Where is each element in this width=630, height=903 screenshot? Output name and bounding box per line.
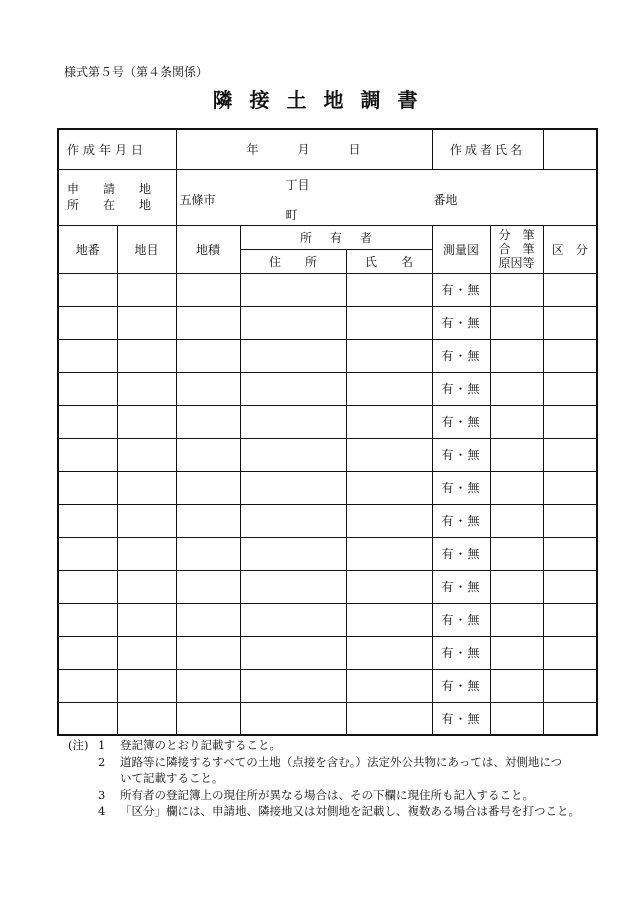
classification-cell[interactable] [543,504,597,537]
classification-cell[interactable] [543,438,597,471]
land-category-cell[interactable] [117,372,176,405]
classification-cell[interactable] [543,669,597,702]
note-2-continuation: いて記載すること。 [120,771,224,785]
owner-address-cell[interactable] [240,570,346,603]
land-category-cell[interactable] [117,669,176,702]
notes-prefix: (注) [68,738,89,752]
land-category-cell[interactable] [117,504,176,537]
table-row [58,702,597,735]
classification-cell[interactable] [543,636,597,669]
classification-cell[interactable] [543,339,597,372]
classification-cell[interactable] [543,471,597,504]
note-2-text: 道路等に隣接するすべての土地（点接を含む。）法定外公共物にあっては、対側地につ [120,754,563,769]
survey-map-cell[interactable]: 有・無 [432,306,490,339]
table-row [58,570,597,603]
survey-map-cell[interactable]: 有・無 [432,669,490,702]
land-category-cell[interactable] [117,537,176,570]
date-day-label: 日 [348,142,361,157]
table-row [58,438,597,471]
form-number: 様式第５号（第４条関係） [64,65,209,79]
owner-name-cell[interactable] [346,339,432,372]
lot-number-cell[interactable] [58,570,117,603]
subdivision-cell[interactable] [490,339,543,372]
owner-name-cell[interactable] [346,603,432,636]
survey-map-cell[interactable]: 有・無 [432,273,490,306]
owner-name-cell[interactable] [346,504,432,537]
note-1-number: 1 [98,738,106,752]
col-subdivision: 分 筆 合 筆 原因等 [490,225,543,273]
subdivision-cell[interactable] [490,537,543,570]
application-location-label: 申 請 地 所 在 地 [58,169,176,225]
lot-number-cell[interactable] [58,504,117,537]
survey-map-cell[interactable]: 有・無 [432,636,490,669]
survey-table [57,128,598,736]
col-lot-number: 地番 [58,225,117,273]
classification-cell[interactable] [543,702,597,735]
owner-address-cell[interactable] [240,372,346,405]
lot-number-cell[interactable] [58,636,117,669]
owner-name-cell[interactable] [346,570,432,603]
land-category-cell[interactable] [117,405,176,438]
area-cell[interactable] [176,372,240,405]
land-category-cell[interactable] [117,273,176,306]
banchi-label: 番地 [433,192,458,207]
lot-number-cell[interactable] [58,339,117,372]
survey-map-cell[interactable]: 有・無 [432,438,490,471]
classification-cell[interactable] [543,306,597,339]
land-category-cell[interactable] [117,438,176,471]
survey-map-cell[interactable]: 有・無 [432,537,490,570]
note-3-number: 3 [98,787,106,802]
land-category-cell[interactable] [117,603,176,636]
note-1-text: 登記簿のとおり記載すること。 [120,738,281,752]
classification-cell[interactable] [543,570,597,603]
lot-number-cell[interactable] [58,306,117,339]
area-cell[interactable] [176,702,240,735]
survey-map-cell[interactable]: 有・無 [432,471,490,504]
owner-address-cell[interactable] [240,273,346,306]
land-category-cell[interactable] [117,636,176,669]
area-cell[interactable] [176,603,240,636]
subdivision-cell[interactable] [490,372,543,405]
table-row [58,273,597,306]
creator-field[interactable] [543,129,597,169]
note-3-text: 所有者の登記簿上の現住所が異なる場合は、その下欄に現住所も記入すること。 [120,787,534,802]
area-cell[interactable] [176,273,240,306]
classification-cell[interactable] [543,372,597,405]
owner-address-cell[interactable] [240,405,346,438]
owner-address-cell[interactable] [240,702,346,735]
subdivision-cell[interactable] [490,669,543,702]
creator-label: 作成者氏名 [432,129,543,169]
classification-cell[interactable] [543,603,597,636]
lot-number-cell[interactable] [58,405,117,438]
lot-number-cell[interactable] [58,669,117,702]
owner-address-cell[interactable] [240,603,346,636]
survey-map-cell[interactable]: 有・無 [432,372,490,405]
table-row [58,306,597,339]
table-row [58,372,597,405]
owner-address-cell[interactable] [240,537,346,570]
owner-address-cell[interactable] [240,504,346,537]
owner-name-cell[interactable] [346,438,432,471]
owner-address-cell[interactable] [240,636,346,669]
lot-number-cell[interactable] [58,603,117,636]
land-category-cell[interactable] [117,570,176,603]
owner-name-cell[interactable] [346,306,432,339]
owner-name-cell[interactable] [346,669,432,702]
table-row [58,537,597,570]
owner-name-cell[interactable] [346,273,432,306]
table-row [58,405,597,438]
lot-number-cell[interactable] [58,702,117,735]
survey-map-cell[interactable]: 有・無 [432,570,490,603]
lot-number-cell[interactable] [58,273,117,306]
owner-address-cell[interactable] [240,306,346,339]
lot-number-cell[interactable] [58,372,117,405]
area-cell[interactable] [176,471,240,504]
subdivision-cell[interactable] [490,504,543,537]
subdivision-cell[interactable] [490,273,543,306]
table-row [58,339,597,372]
area-cell[interactable] [176,669,240,702]
owner-address-cell[interactable] [240,471,346,504]
date-year-label: 年 [246,142,259,157]
owner-name-cell[interactable] [346,636,432,669]
survey-map-cell[interactable]: 有・無 [432,702,490,735]
subdivision-cell[interactable] [490,636,543,669]
land-category-cell[interactable] [117,471,176,504]
area-cell[interactable] [176,504,240,537]
owner-name-cell[interactable] [346,537,432,570]
survey-map-cell[interactable]: 有・無 [432,504,490,537]
col-land-category: 地目 [117,225,176,273]
document-title: 隣接土地調書 [212,88,435,112]
area-cell[interactable] [176,405,240,438]
col-survey-map: 測量図 [432,225,490,273]
area-cell[interactable] [176,537,240,570]
subdivision-cell[interactable] [490,438,543,471]
table-row [58,504,597,537]
table-row [58,603,597,636]
owner-name-cell[interactable] [346,471,432,504]
lot-number-cell[interactable] [58,471,117,504]
creation-date-label: 作成年月日 [58,129,176,169]
classification-cell[interactable] [543,405,597,438]
table-row [58,471,597,504]
land-category-cell[interactable] [117,306,176,339]
survey-map-cell[interactable]: 有・無 [432,339,490,372]
owner-name-cell[interactable] [346,372,432,405]
lot-number-cell[interactable] [58,438,117,471]
subdivision-cell[interactable] [490,306,543,339]
application-address-field[interactable] [176,169,597,225]
land-category-cell[interactable] [117,339,176,372]
note-2-number: 2 [98,754,106,769]
col-area: 地積 [176,225,240,273]
subdivision-cell[interactable] [490,570,543,603]
creation-date-field[interactable] [176,129,432,169]
lot-number-cell[interactable] [58,537,117,570]
owner-address-cell[interactable] [240,669,346,702]
note-4-text: 「区分」欄には、申請地、隣接地又は対側地を記載し、複数ある場合は番号を打つこと。 [120,804,580,818]
owner-address-cell[interactable] [240,339,346,372]
classification-cell[interactable] [543,273,597,306]
machi-label: 町 [285,207,298,222]
table-row [58,636,597,669]
area-cell[interactable] [176,636,240,669]
survey-map-cell[interactable]: 有・無 [432,603,490,636]
col-owner: 所有者 [240,225,432,249]
notes [64,737,604,820]
owner-address-cell[interactable] [240,438,346,471]
subdivision-cell[interactable] [490,603,543,636]
subdivision-cell[interactable] [490,471,543,504]
survey-map-cell[interactable]: 有・無 [432,405,490,438]
area-cell[interactable] [176,339,240,372]
area-cell[interactable] [176,438,240,471]
city-label: 五條市 [179,192,216,207]
classification-cell[interactable] [543,537,597,570]
owner-name-cell[interactable] [346,405,432,438]
col-owner-address: 住 所 [240,249,346,273]
area-cell[interactable] [176,306,240,339]
date-month-label: 月 [297,142,310,157]
note-4-number: 4 [98,804,106,818]
table-row [58,669,597,702]
land-category-cell[interactable] [117,702,176,735]
subdivision-cell[interactable] [490,405,543,438]
col-classification: 区 分 [543,225,597,273]
subdivision-cell[interactable] [490,702,543,735]
chome-label: 丁目 [285,177,310,192]
owner-name-cell[interactable] [346,702,432,735]
area-cell[interactable] [176,570,240,603]
col-owner-name: 氏 名 [346,249,432,273]
